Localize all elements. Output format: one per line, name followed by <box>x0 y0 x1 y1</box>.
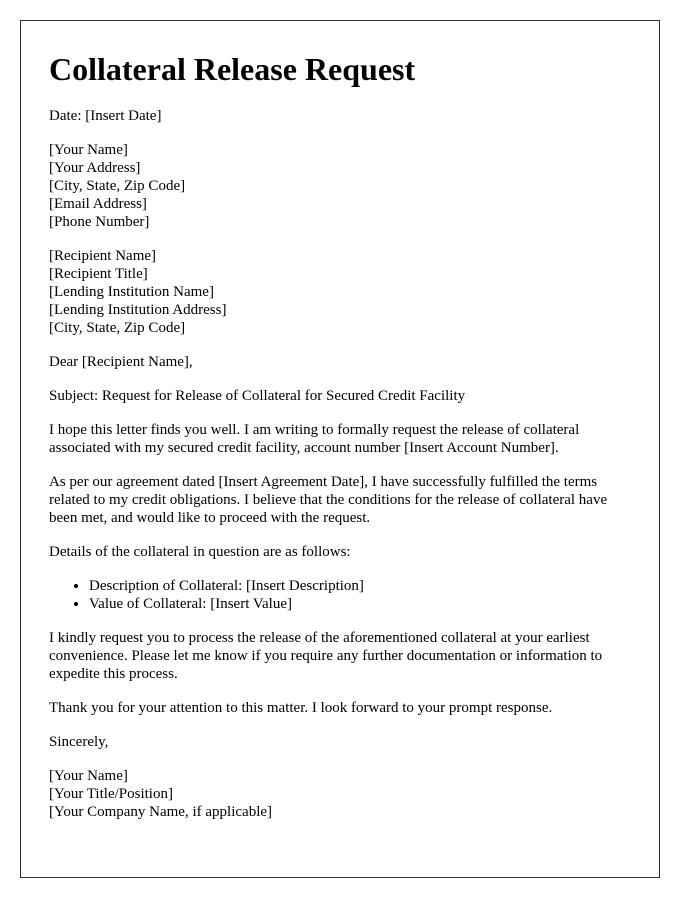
body-paragraph: Thank you for your attention to this matter. I look forward to your prompt response. <box>49 700 553 716</box>
details-intro: Details of the collateral in question are as follows: <box>49 544 351 560</box>
closing: Sincerely, <box>49 734 109 750</box>
sender-city-state-zip: [City, State, Zip Code] <box>49 178 186 194</box>
salutation: Dear [Recipient Name], <box>49 354 193 370</box>
body-paragraph: I hope this letter finds you well. I am writing to formally request the release of collateral associated with my secured credit facility, account number [Insert Account Number]. <box>49 422 580 456</box>
recipient-name: [Recipient Name] <box>49 248 157 264</box>
sender-phone: [Phone Number] <box>49 214 150 230</box>
signature-title: [Your Title/Position] <box>49 786 173 802</box>
signature-block <box>49 767 631 821</box>
sender-email: [Email Address] <box>49 196 147 212</box>
sender-address: [Your Address] <box>49 160 141 176</box>
sender-name: [Your Name] <box>49 142 128 158</box>
letter-title: Collateral Release Request <box>49 51 416 87</box>
sender-address-block <box>49 141 631 231</box>
collateral-details-list <box>49 577 631 613</box>
list-item: • Description of Collateral: [Insert Description] <box>89 577 631 595</box>
lending-institution-name: [Lending Institution Name] <box>49 284 214 300</box>
lending-institution-address: [Lending Institution Address] <box>49 302 227 318</box>
signature-name: [Your Name] <box>49 768 128 784</box>
signature-company: [Your Company Name, if applicable] <box>49 804 273 820</box>
body-paragraph: As per our agreement dated [Insert Agreement Date], I have successfully fulfilled the terms related to my credit obligations. I believe that the conditions for the release of collateral have been met, and would like to proceed with the request. <box>49 474 608 526</box>
recipient-city-state-zip: [City, State, Zip Code] <box>49 320 186 336</box>
subject-line: Subject: Request for Release of Collateral for Secured Credit Facility <box>49 388 466 404</box>
body-paragraph: I kindly request you to process the release of the aforementioned collateral at your earliest convenience. Please let me know if you require any further documentation or information to expedite this process. <box>49 630 603 682</box>
recipient-title: [Recipient Title] <box>49 266 148 282</box>
letter-page <box>20 20 660 878</box>
recipient-address-block <box>49 247 631 337</box>
letter-date: Date: [Insert Date] <box>49 108 162 124</box>
list-item: • Value of Collateral: [Insert Value] <box>89 595 631 613</box>
